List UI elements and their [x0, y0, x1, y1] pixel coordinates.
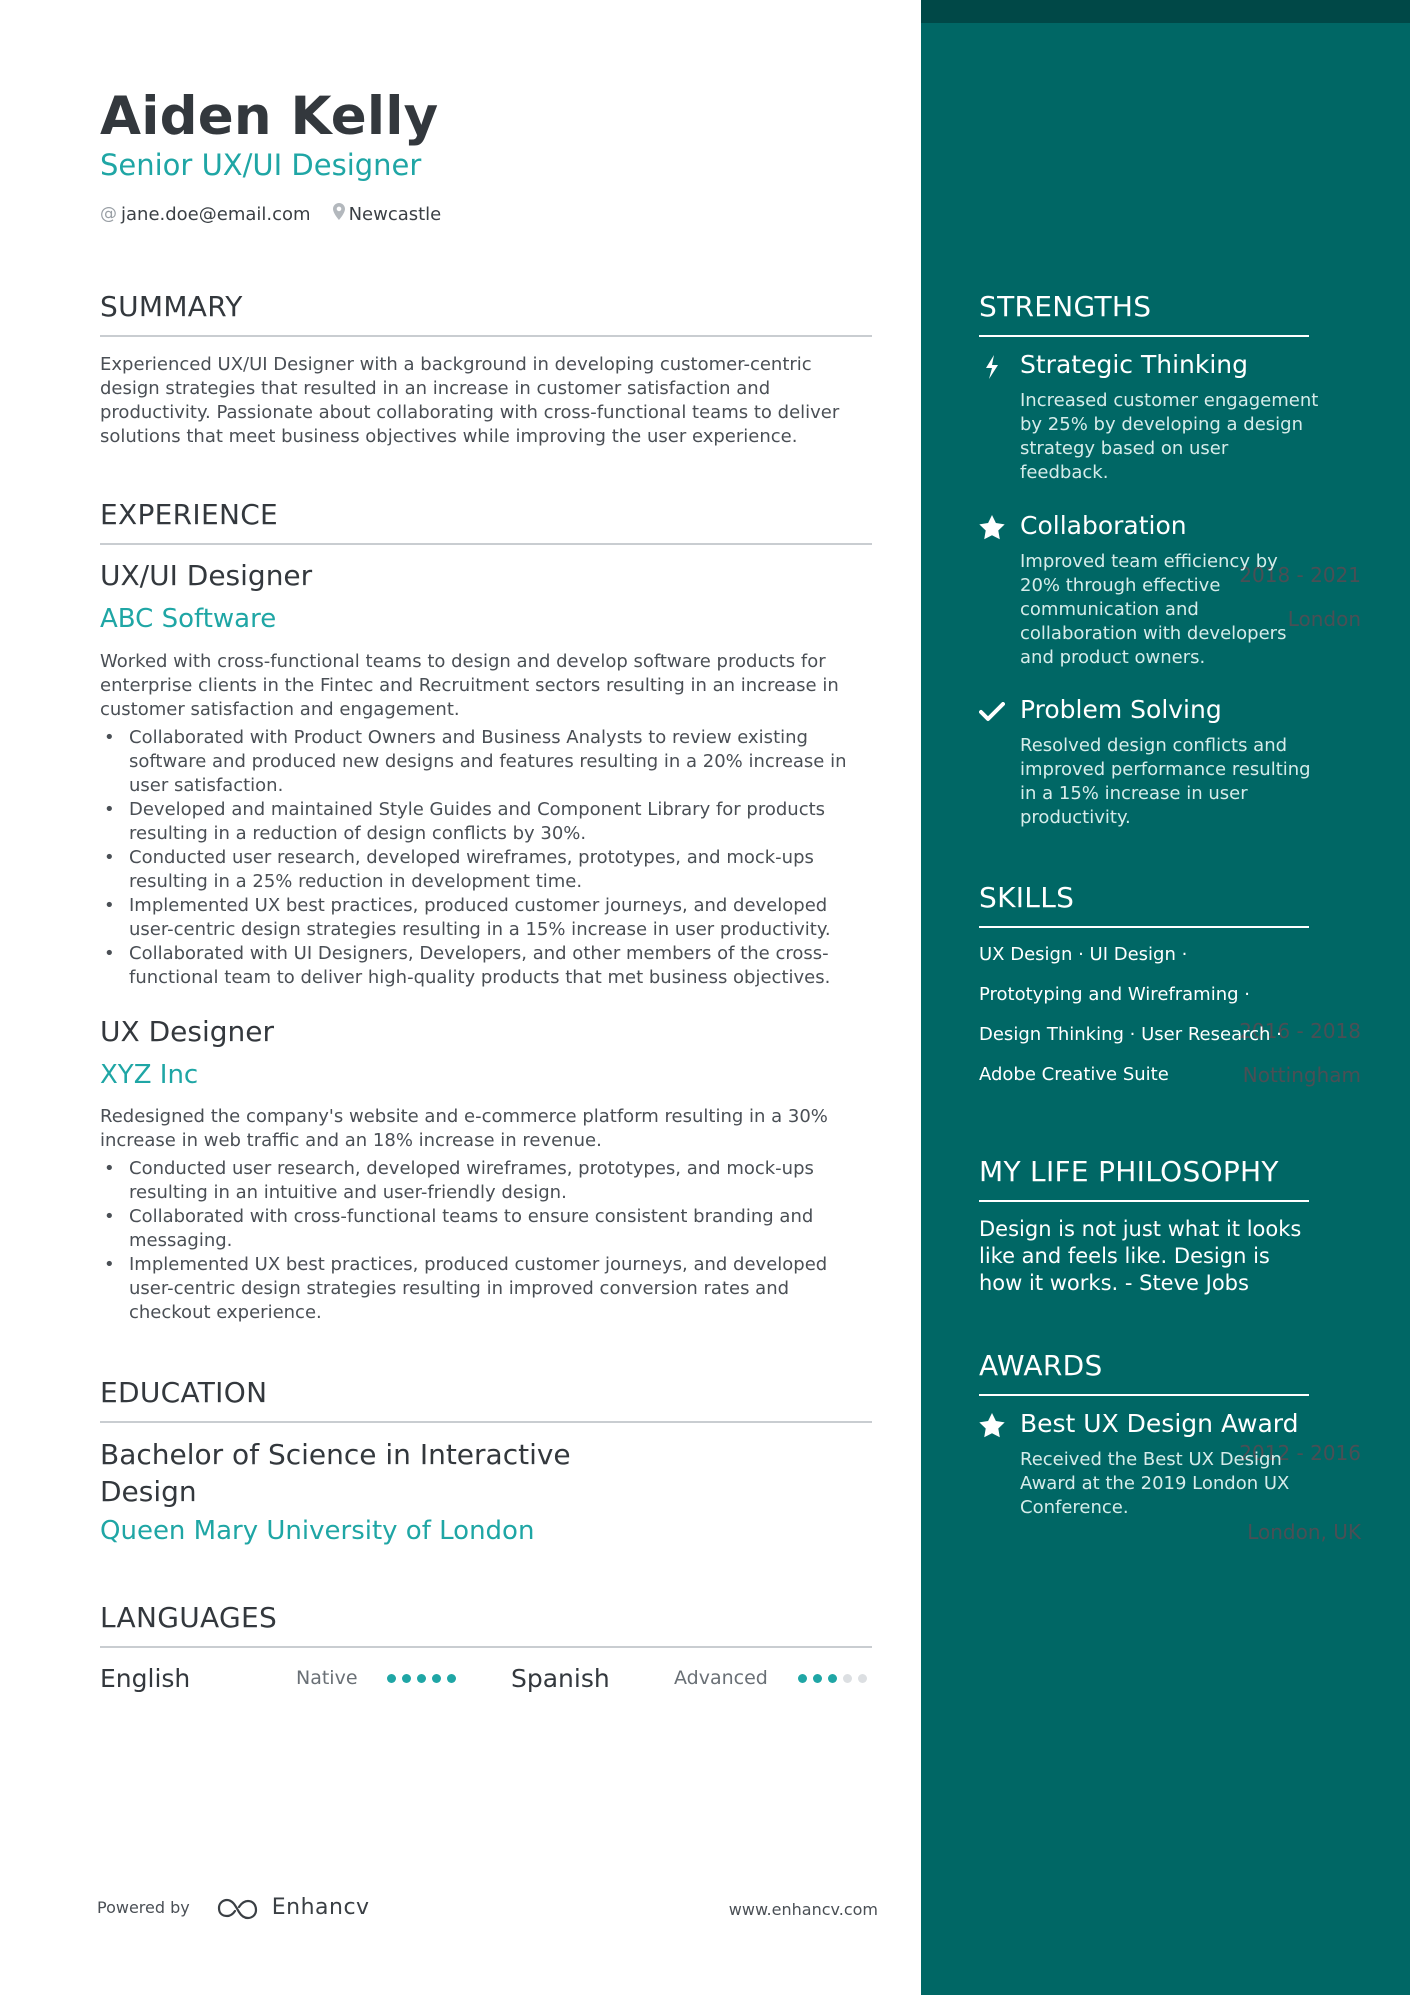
contact-row [100, 203, 441, 225]
school-location: London, UK [1247, 1520, 1361, 1544]
rating-dot-filled [387, 1674, 396, 1683]
list-item: • Collaborated with cross-functional teams to ensure consistent branding and messaging. [100, 1205, 872, 1253]
job-bullets [100, 726, 872, 990]
strength-desc: Resolved design conflicts and improved performance resulting in a 15% increase in user productivity. [1020, 735, 1311, 828]
language-rating [387, 1663, 456, 1693]
list-item: • Developed and maintained Style Guides and Component Library for products resulting in a reduction of design conflicts by 30%. [100, 798, 872, 846]
award-title: Best UX Design Award [1020, 1409, 1299, 1438]
brand-name: Enhancv [271, 1895, 370, 1920]
rating-dots [387, 1674, 456, 1683]
enhancv-logo-icon [216, 1896, 262, 1920]
education-heading: EDUCATION [100, 1376, 872, 1423]
skill-line: UX Design · UI Design · [979, 944, 1188, 965]
job-location: Nottingham [1242, 1063, 1361, 1087]
language-level: Native [296, 1667, 358, 1689]
language-name: Spanish [511, 1663, 610, 1693]
summary-heading: SUMMARY [100, 290, 872, 337]
job-dates: 2016 - 2018 [1239, 1019, 1361, 1043]
rating-dot-filled [828, 1674, 837, 1683]
rating-dot-filled [447, 1674, 456, 1683]
rating-dot-filled [798, 1674, 807, 1683]
rating-dot-empty [843, 1674, 852, 1683]
education-dates: 2012 - 2016 [1239, 1441, 1361, 1465]
strength-title: Collaboration [1020, 511, 1187, 540]
list-item: • Collaborated with UI Designers, Developers, and other members of the cross-functional team to deliver high-quality products that met business objectives. [100, 942, 872, 990]
language-item [511, 1663, 610, 1693]
language-rating [798, 1663, 867, 1693]
candidate-name: Aiden Kelly [100, 86, 439, 147]
language-level-wrap [674, 1663, 768, 1693]
school-name: Queen Mary University of London [100, 1516, 535, 1546]
strength-desc: Increased customer engagement by 25% by developing a design strategy based on user feedback. [1020, 390, 1319, 483]
list-item: • Conducted user research, developed wireframes, prototypes, and mock-ups resulting in a 25% reduction in development time. [100, 846, 872, 894]
summary-text: Experienced UX/UI Designer with a background in developing customer-centric design strategies that resulted in an increase in customer satisfaction and productivity. Passionate about collaborating with cross-functional teams to deliver solutions that meet business objectives while improving the user experience. [100, 354, 840, 447]
language-level-wrap [296, 1663, 358, 1693]
footer-website[interactable]: www.enhancv.com [728, 1900, 878, 1919]
lightning-icon [979, 354, 1005, 380]
job-description: Worked with cross-functional teams to design and develop software products for enterprise clients in the Fintec and Recruitment sectors resulting in an increase in customer satisfaction and engagement. [100, 651, 839, 720]
list-item: • Conducted user research, developed wireframes, prototypes, and mock-ups resulting in an intuitive and user-friendly design. [100, 1157, 872, 1205]
rating-dot-empty [858, 1674, 867, 1683]
skill-line: Adobe Creative Suite [979, 1064, 1169, 1085]
candidate-role: Senior UX/UI Designer [100, 148, 422, 182]
languages-heading: LANGUAGES [100, 1601, 872, 1648]
rating-dots [798, 1674, 867, 1683]
email-text[interactable]: jane.doe@email.com [121, 203, 311, 225]
location-text: Newcastle [348, 203, 442, 225]
job-bullets [100, 1157, 872, 1325]
experience-heading: EXPERIENCE [100, 498, 872, 545]
star-icon [979, 514, 1005, 540]
language-name: English [100, 1663, 191, 1693]
enhancv-logo[interactable] [216, 1895, 370, 1920]
star-icon [979, 1412, 1005, 1438]
job-description: Redesigned the company's website and e-commerce platform resulting in a 30% increase in web traffic and an 18% increase in revenue. [100, 1106, 828, 1151]
rating-dot-filled [432, 1674, 441, 1683]
job-title: UX Designer [100, 1015, 274, 1048]
strengths-heading: STRENGTHS [979, 290, 1309, 337]
sidebar-top-band [921, 0, 1410, 23]
language-item [100, 1663, 190, 1693]
rating-dot-filled [402, 1674, 411, 1683]
strength-title: Problem Solving [1020, 695, 1222, 724]
skill-line: Prototyping and Wireframing · [979, 984, 1250, 1005]
job-location: London [1287, 607, 1361, 631]
list-item: • Implemented UX best practices, produced customer journeys, and developed user-centric design strategies resulting in improved conversion rates and checkout experience. [100, 1253, 872, 1325]
job-company: ABC Software [100, 604, 277, 634]
job-dates: 2018 - 2021 [1239, 563, 1361, 587]
rating-dot-filled [417, 1674, 426, 1683]
philosophy-quote: Design is not just what it looks like and feels like. Design is how it works. - Steve Jobs [979, 1217, 1302, 1295]
philosophy-heading: MY LIFE PHILOSOPHY [979, 1155, 1309, 1202]
list-item: • Collaborated with Product Owners and Business Analysts to review existing software and produced new designs and features resulting in a 20% increase in user satisfaction. [100, 726, 872, 798]
skill-line: Design Thinking · User Research · [979, 1024, 1282, 1045]
footer-powered [97, 1895, 370, 1920]
strength-desc: Improved team efficiency by 20% through effective communication and collaboration with developers and product owners. [1020, 551, 1287, 668]
rating-dot-filled [813, 1674, 822, 1683]
list-item: • Implemented UX best practices, produced customer journeys, and developed user-centric design strategies resulting in a 15% increase in user productivity. [100, 894, 872, 942]
map-pin-icon [333, 203, 345, 225]
powered-by-label: Powered by [97, 1898, 190, 1917]
job-company: XYZ Inc [100, 1060, 199, 1090]
language-level: Advanced [674, 1667, 768, 1689]
skills-heading: SKILLS [979, 881, 1309, 928]
job-title: UX/UI Designer [100, 559, 313, 592]
award-desc: Received the Best UX Design Award at the 2019 London UX Conference. [1020, 1449, 1290, 1518]
awards-heading: AWARDS [979, 1349, 1309, 1396]
at-icon: @ [100, 204, 117, 224]
strength-title: Strategic Thinking [1020, 350, 1249, 379]
degree-title: Bachelor of Science in Interactive Design [100, 1438, 571, 1508]
checkmark-icon [979, 699, 1005, 725]
